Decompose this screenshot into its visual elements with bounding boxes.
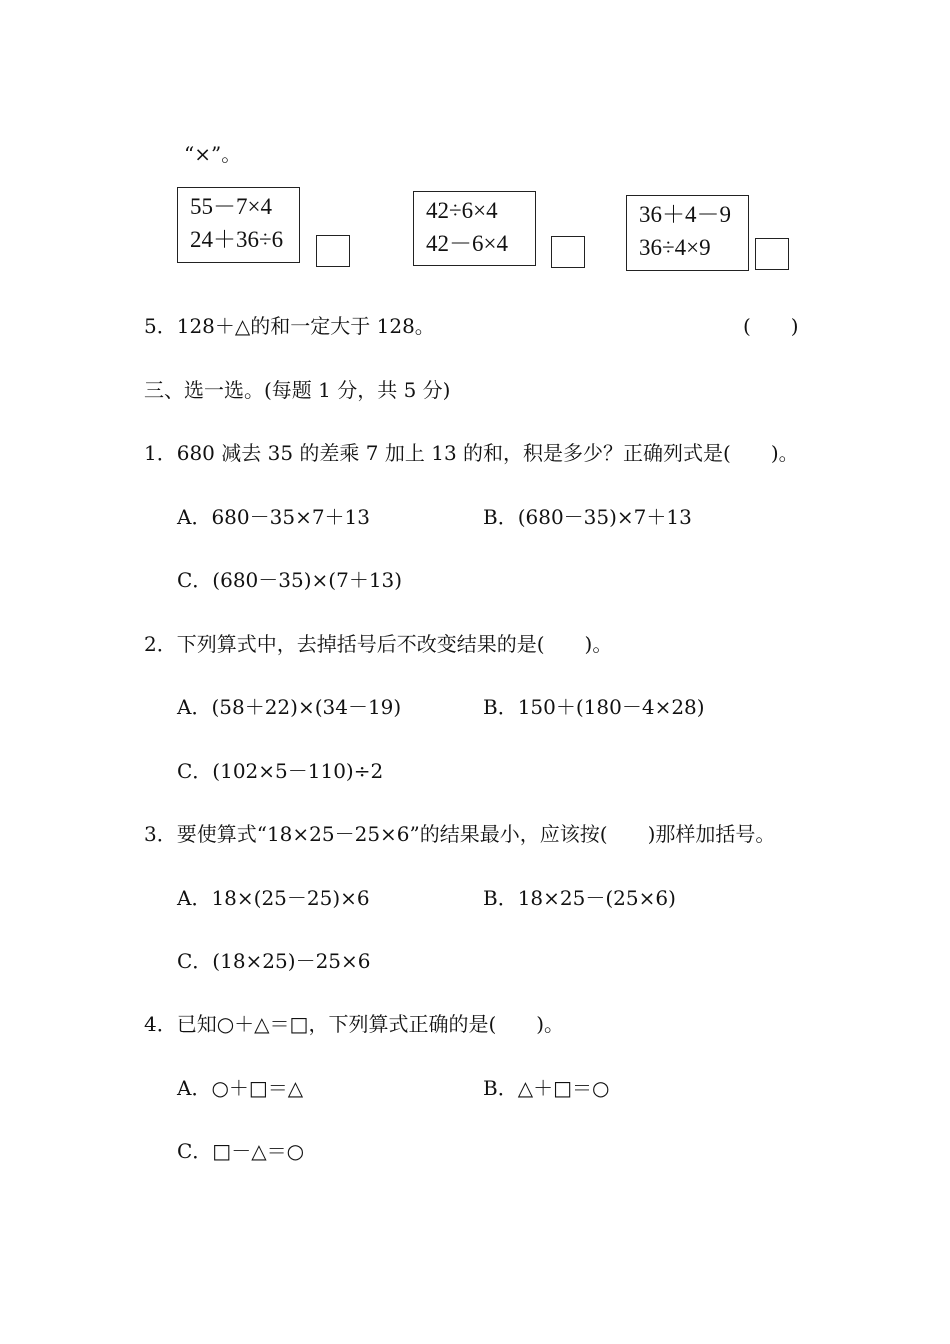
expression-line: 24＋36÷6	[190, 227, 284, 252]
question-2-option-b[interactable]: B．150＋(180－4×28)	[483, 695, 705, 719]
expression-box-1	[177, 187, 300, 263]
expression-line: 55－7×4	[190, 194, 272, 219]
question-4-option-a[interactable]: A．○＋□＝△	[177, 1076, 304, 1100]
answer-box-2[interactable]	[551, 236, 585, 268]
intro-tail: “×”。	[184, 142, 242, 166]
expression-line: 42－6×4	[426, 231, 508, 256]
question-2-option-a[interactable]: A．(58＋22)×(34－19)	[177, 695, 402, 719]
question-4-stem: 4．已知○＋△＝□，下列算式正确的是( )。	[144, 1012, 565, 1036]
expression-line: 42÷6×4	[426, 198, 498, 223]
question-1-option-a[interactable]: A．680－35×7＋13	[177, 505, 370, 529]
question-4-option-c[interactable]: C．□－△＝○	[177, 1139, 305, 1163]
expression-box-3	[626, 195, 749, 271]
expression-box-2	[413, 191, 536, 266]
question-5-text: 5．128＋△的和一定大于 128。	[144, 314, 435, 338]
question-1-stem: 1．680 减去 35 的差乘 7 加上 13 的和，积是多少？正确列式是( )。	[144, 441, 799, 465]
question-1-option-b[interactable]: B．(680－35)×7＋13	[483, 505, 692, 529]
question-5-answer-paren[interactable]: ( )	[743, 314, 799, 338]
question-4-option-b[interactable]: B．△＋□＝○	[483, 1076, 610, 1100]
expression-line: 36÷4×9	[639, 235, 711, 260]
question-2-option-c[interactable]: C．(102×5－110)÷2	[177, 759, 384, 783]
question-3-option-b[interactable]: B．18×25－(25×6)	[483, 886, 676, 910]
question-3-option-a[interactable]: A．18×(25－25)×6	[177, 886, 370, 910]
question-3-stem: 3．要使算式“18×25－25×6”的结果最小，应该按( )那样加括号。	[144, 822, 776, 846]
question-3-option-c[interactable]: C．(18×25)－25×6	[177, 949, 371, 973]
section-3-title: 三、选一选。(每题 1 分，共 5 分)	[144, 378, 451, 402]
question-2-stem: 2．下列算式中，去掉括号后不改变结果的是( )。	[144, 632, 613, 656]
answer-box-1[interactable]	[316, 235, 350, 267]
question-1-option-c[interactable]: C．(680－35)×(7＋13)	[177, 568, 403, 592]
answer-box-3[interactable]	[755, 238, 789, 270]
expression-line: 36＋4－9	[639, 202, 731, 227]
